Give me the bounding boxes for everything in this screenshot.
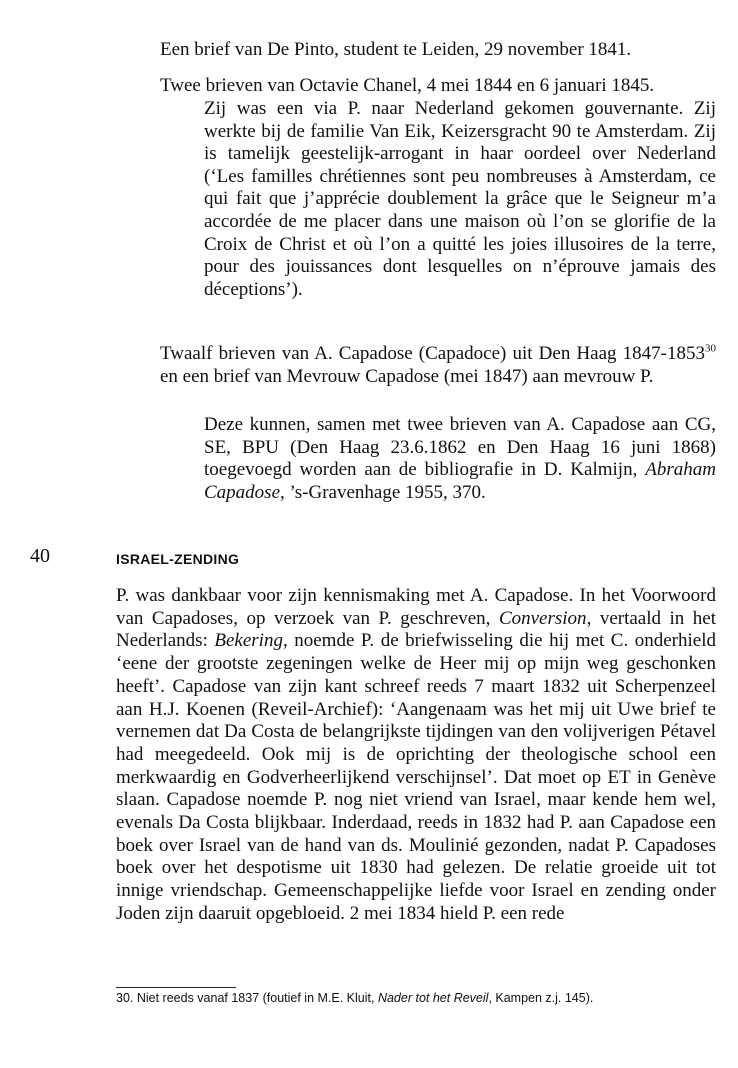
section-title: ISRAEL-ZENDING [116, 551, 240, 567]
body-text-3: , noemde P. de briefwisseling die hij met C. onderhield ‘eene der grootste zegeningen welke de Heer mij op mijn weg geschonken heeft’. Capadose van zijn kant schreef reeds 7 maart 1832 uit Scherpenzeel aan H.J. Koenen (Reveil-Archief): ‘Aangenaam was het mij uit Uwe brief te vernemen dat Da Costa de belangrijkste tijdingen van den volijverigen Pétavel had meegedeeld. Ook mij is de oprichting der theologische school een merkwaardig en Godverheerlijkend verschijnsel’. Dat moet op ET in Genève slaan. Capadose noemde P. nog niet vriend van Israel, maar kende hem wel, evenals Da Costa blijkbaar. Inderdaad, reeds in 1832 had P. aan Capadose een boek over Israel van de hand van ds. Moulinié gezonden, nadat P. Capadoses boek over het despotisme uit 1830 had gelezen. De relatie groeide uit tot innige vriendschap. Gemeenschappelijke liefde voor Israel en zending onder Joden zijn daaruit opgebloeid. 2 mei 1834 hield P. een rede [116, 630, 716, 924]
book-title: Abraham Capadose [204, 459, 716, 503]
note-text: Deze kunnen, samen met twee brieven van A. Capadose aan CG, SE, BPU (Den Haag 23.6.1862 en Den Haag 16 juni 1868) toegevoegd worden aan de bibliografie in D. Kalmijn, [204, 414, 716, 481]
page-number: 40 [30, 545, 50, 567]
body-text-2: , vertaald in het Nederlands: [116, 607, 716, 652]
footnote [116, 990, 716, 1007]
title-bekering: Bekering [214, 630, 283, 652]
footnote-text-cont: , Kampen z.j. 145). [488, 991, 594, 1005]
entry-chanel-note: Zij was een via P. naar Nederland gekomen gouvernante. Zij werkte bij de familie Van Eik, Keizersgracht 90 te Amsterdam. Zij is tamelijk geestelijk-arrogant in haar oordeel over Nederland (‘Les familles chrétiennes sont peu nombreuses à Amsterdam, ce qui fait que j’apprécie doublement la grâce que le Seigneur m’a accordée de me placer dans une maison où l’on se glorifie de la Croix de Christ et où l’on a quitté les joies illusoires de la terre, pour des jouissances dont lesquelles on n’éprouve jamais des déceptions’). [204, 98, 716, 300]
entry-capadose-note [204, 414, 716, 504]
footnote-marker: 30 [705, 342, 716, 355]
entry-de-pinto: Een brief van De Pinto, student te Leiden, 29 november 1841. [160, 39, 632, 60]
body-text-1: P. was dankbaar voor zijn kennismaking met A. Capadose. In het Voorwoord van Capadoses, op verzoek van P. geschreven, [116, 585, 716, 629]
title-conversion: Conversion [498, 607, 587, 629]
footnote-book-title: Nader tot het Reveil [377, 991, 489, 1005]
body-paragraph [116, 585, 716, 926]
entry-capadose [160, 342, 716, 388]
entry-capadose-text: Twaalf brieven van A. Capadose (Capadoce) uit Den Haag 1847-1853 [160, 343, 705, 364]
footnote-divider [116, 987, 236, 988]
footnote-text: 30. Niet reeds vanaf 1837 (foutief in M.E. Kluit, [116, 991, 378, 1005]
entry-capadose-text-cont: en een brief van Mevrouw Capadose (mei 1847) aan mevrouw P. [160, 366, 654, 387]
note-text-cont: , ’s-Gravenhage 1955, 370. [280, 481, 486, 503]
entry-chanel: Twee brieven van Octavie Chanel, 4 mei 1844 en 6 januari 1845. [160, 75, 655, 96]
